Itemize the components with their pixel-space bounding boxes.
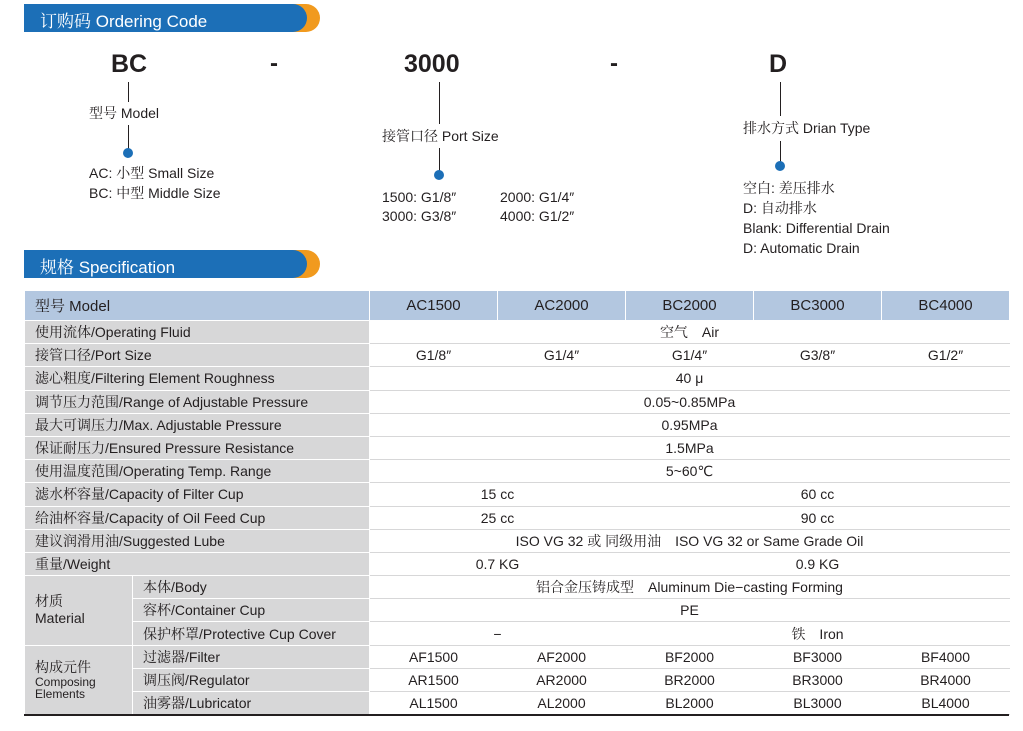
port-size-label: 接管口径/Port Size: [25, 344, 370, 367]
container-cup-value: PE: [370, 599, 1010, 622]
specification-title: 规格 Specification: [40, 258, 176, 277]
port-option-4000: 4000: G1/2″: [500, 208, 575, 224]
specification-header: [24, 250, 324, 278]
model-dot: [123, 148, 133, 158]
pressure-range-label: 调节压力范围/Range of Adjustable Pressure: [25, 390, 370, 413]
oil-cup-value: 25 cc: [370, 506, 626, 529]
body-value: 铝合金压铸成型 Aluminum Die−casting Forming: [370, 576, 1010, 599]
oil-cup-value: 90 cc: [626, 506, 1010, 529]
drain-option-blank-en: Blank: Differential Drain: [743, 220, 890, 236]
table-row: [25, 622, 1010, 645]
fluid-value: 空气 Air: [370, 321, 1010, 344]
table-row: [25, 668, 1010, 691]
ensured-pressure-value: 1.5MPa: [370, 436, 1010, 459]
table-row: [25, 506, 1010, 529]
material-label-cn: 材质: [35, 593, 63, 610]
filter-value: AF1500: [370, 645, 498, 668]
max-pressure-label: 最大可调压力/Max. Adjustable Pressure: [25, 413, 370, 436]
filter-label: 过滤器/Filter: [133, 645, 370, 668]
regulator-value: AR2000: [498, 668, 626, 691]
table-bottom-rule: [24, 714, 1009, 716]
fluid-label: 使用流体/Operating Fluid: [25, 321, 370, 344]
lubricator-value: BL4000: [882, 692, 1010, 715]
weight-value: 0.9 KG: [626, 552, 1010, 575]
model-ac2000: AC2000: [498, 291, 626, 321]
table-row: [25, 599, 1010, 622]
regulator-value: BR3000: [754, 668, 882, 691]
material-group-label: [25, 576, 133, 646]
composing-label-en1: Composing: [35, 675, 96, 690]
roughness-label: 滤心粗度/Filtering Element Roughness: [25, 367, 370, 390]
container-cup-label: 容杯/Container Cup: [133, 599, 370, 622]
code-dash-2: -: [610, 50, 618, 77]
drain-option-blank-cn: 空白: 差压排水: [743, 180, 835, 196]
table-row: [25, 390, 1010, 413]
port-value: G1/2″: [882, 344, 1010, 367]
table-row: [25, 436, 1010, 459]
ordering-code-header: [24, 4, 324, 32]
model-bc3000: BC3000: [754, 291, 882, 321]
composing-label-cn: 构成元件: [35, 659, 91, 676]
filter-value: AF2000: [498, 645, 626, 668]
table-header-row: [25, 291, 1010, 321]
regulator-value: BR4000: [882, 668, 1010, 691]
port-value: G1/4″: [626, 344, 754, 367]
weight-label: 重量/Weight: [25, 552, 370, 575]
drain-option-d-en: D: Automatic Drain: [743, 240, 860, 256]
port-option-2000: 2000: G1/4″: [500, 189, 575, 205]
port-value: G3/8″: [754, 344, 882, 367]
pressure-range-value: 0.05~0.85MPa: [370, 390, 1010, 413]
drain-label: 排水方式 Drian Type: [743, 120, 871, 136]
code-dash-1: -: [270, 50, 278, 77]
table-row: [25, 645, 1010, 668]
table-row: [25, 367, 1010, 390]
regulator-label: 调压阀/Regulator: [133, 668, 370, 691]
port-value: G1/8″: [370, 344, 498, 367]
table-row: [25, 413, 1010, 436]
lubricator-value: AL1500: [370, 692, 498, 715]
model-label: 型号 Model: [89, 105, 160, 121]
table-row: [25, 483, 1010, 506]
regulator-value: BR2000: [626, 668, 754, 691]
cup-cover-value: −: [370, 622, 626, 645]
temp-range-label: 使用温度范围/Operating Temp. Range: [25, 460, 370, 483]
filter-value: BF3000: [754, 645, 882, 668]
max-pressure-value: 0.95MPa: [370, 413, 1010, 436]
port-label: 接管口径 Port Size: [382, 128, 499, 144]
model-bc4000: BC4000: [882, 291, 1010, 321]
filter-value: BF4000: [882, 645, 1010, 668]
model-connector-bottom: [128, 125, 129, 149]
temp-range-value: 5~60℃: [370, 460, 1010, 483]
lubricator-label: 油雾器/Lubricator: [133, 692, 370, 715]
table-row: [25, 692, 1010, 715]
lube-value: ISO VG 32 或 同级用油 ISO VG 32 or Same Grade Oil: [370, 529, 1010, 552]
drain-option-d-cn: D: 自动排水: [743, 200, 817, 216]
model-header-cell: 型号 Model: [25, 291, 370, 321]
model-ac1500: AC1500: [370, 291, 498, 321]
code-model: BC: [111, 50, 148, 78]
port-dot: [434, 170, 444, 180]
cup-cover-label: 保护杯罩/Protective Cup Cover: [133, 622, 370, 645]
table-row: [25, 344, 1010, 367]
cup-cover-value: 铁 Iron: [626, 622, 1010, 645]
composing-label-en2: Elements: [35, 687, 86, 702]
table-row: [25, 460, 1010, 483]
table-row: [25, 552, 1010, 575]
port-option-3000: 3000: G3/8″: [382, 208, 457, 224]
drain-connector-bottom: [780, 141, 781, 163]
specification-table: [24, 290, 1010, 715]
lubricator-value: BL3000: [754, 692, 882, 715]
table-row: [25, 576, 1010, 599]
model-option-ac: AC: 小型 Small Size: [89, 165, 215, 181]
filter-value: BF2000: [626, 645, 754, 668]
port-connector-bottom: [439, 148, 440, 172]
regulator-value: AR1500: [370, 668, 498, 691]
table-row: [25, 321, 1010, 344]
model-bc2000: BC2000: [626, 291, 754, 321]
table-row: [25, 529, 1010, 552]
ensured-pressure-label: 保证耐压力/Ensured Pressure Resistance: [25, 436, 370, 459]
lube-label: 建议润滑用油/Suggested Lube: [25, 529, 370, 552]
composing-group-label: [25, 645, 133, 715]
model-option-bc: BC: 中型 Middle Size: [89, 185, 221, 201]
weight-value: 0.7 KG: [370, 552, 626, 575]
roughness-value: 40 μ: [370, 367, 1010, 390]
body-label: 本体/Body: [133, 576, 370, 599]
filter-cup-value: 60 cc: [626, 483, 1010, 506]
port-option-1500: 1500: G1/8″: [382, 189, 457, 205]
drain-dot: [775, 161, 785, 171]
lubricator-value: AL2000: [498, 692, 626, 715]
port-value: G1/4″: [498, 344, 626, 367]
ordering-code-title: 订购码 Ordering Code: [40, 12, 208, 31]
oil-cup-label: 给油杯容量/Capacity of Oil Feed Cup: [25, 506, 370, 529]
filter-cup-label: 滤水杯容量/Capacity of Filter Cup: [25, 483, 370, 506]
lubricator-value: BL2000: [626, 692, 754, 715]
model-connector-top: [128, 82, 129, 102]
material-label-en: Material: [35, 610, 85, 627]
filter-cup-value: 15 cc: [370, 483, 626, 506]
port-connector-top: [439, 82, 440, 124]
drain-connector-top: [780, 82, 781, 116]
code-port: 3000: [404, 50, 460, 78]
code-drain: D: [769, 50, 788, 78]
